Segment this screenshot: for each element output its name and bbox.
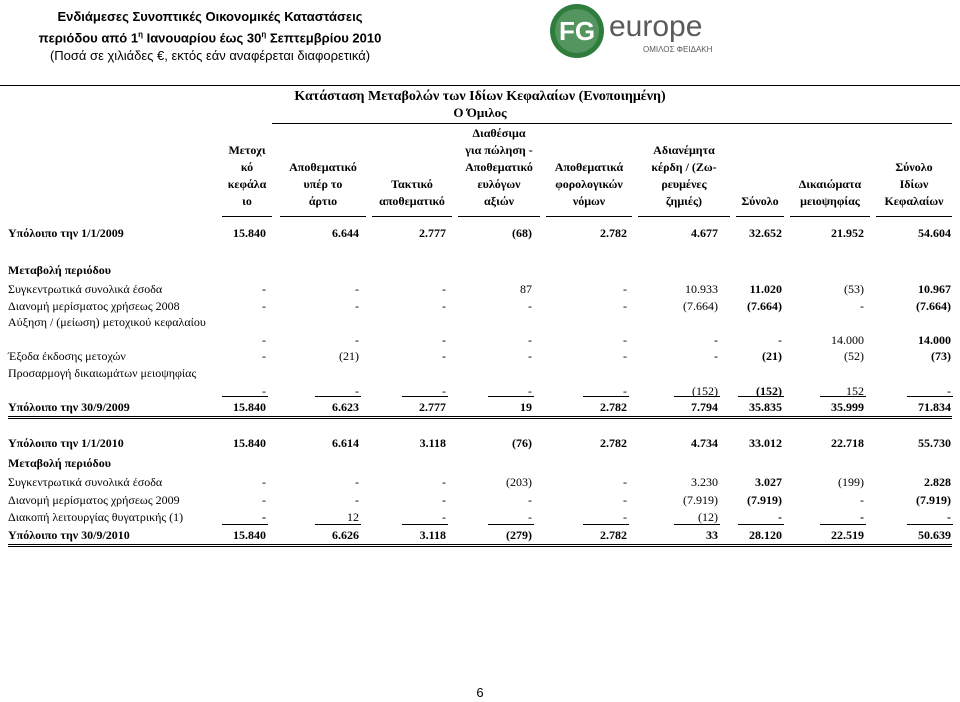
table-cell: - — [860, 510, 864, 524]
column-header-7 — [734, 124, 786, 210]
table-cell: 12 — [347, 510, 359, 524]
row-label: Υπόλοιπο την 1/1/2009 — [8, 226, 124, 240]
table-cell: - — [778, 333, 782, 347]
column-header-8 — [788, 124, 872, 210]
table-cell: 2.782 — [600, 400, 627, 414]
table-cell: - — [262, 333, 266, 347]
table-cell: 14.000 — [831, 333, 864, 347]
column-header-line: ιο — [242, 194, 252, 208]
column-header-line: υπέρ το — [303, 177, 343, 191]
table-row-minadj — [0, 365, 960, 399]
column-header-line: Ιδίων — [899, 177, 929, 191]
column-header-3 — [370, 124, 454, 210]
table-cell: (12) — [698, 510, 718, 524]
column-header-line: κέρδη / (Ζω- — [651, 160, 717, 174]
table-cell: - — [947, 510, 951, 524]
table-cell: 4.734 — [691, 436, 718, 450]
column-header-rule — [546, 216, 632, 217]
table-cell: 87 — [520, 282, 532, 296]
column-header-line: Δικαιώματα — [798, 177, 862, 191]
row-label: Συγκεντρωτικά συνολικά έσοδα — [8, 282, 163, 296]
table-cell: 2.782 — [600, 436, 627, 450]
table-cell: - — [860, 493, 864, 507]
column-header-9 — [874, 124, 954, 210]
row-label: Συγκεντρωτικά συνολικά έσοδα — [8, 475, 163, 489]
table-cell: 152 — [846, 384, 864, 398]
total-double-rule — [8, 544, 952, 547]
table-cell: 2.782 — [600, 226, 627, 240]
table-cell: 3.027 — [755, 475, 782, 489]
column-header-line: ευλόγων — [477, 177, 521, 191]
column-header-rule — [876, 216, 952, 217]
table-cell: 54.604 — [918, 226, 951, 240]
table-cell: - — [262, 299, 266, 313]
table-cell: 3.230 — [691, 475, 718, 489]
header-title: Ενδιάμεσες Συνοπτικές Οικονομικές Καταστάσεις — [57, 9, 363, 24]
table-cell: (152) — [756, 384, 782, 398]
table-cell: - — [262, 475, 266, 489]
table-cell: - — [355, 333, 359, 347]
table-cell: - — [355, 475, 359, 489]
subtotal-rule — [315, 524, 361, 525]
table-row-div2008 — [0, 297, 960, 315]
subtotal-rule — [222, 396, 268, 397]
column-header-rule — [736, 216, 784, 217]
column-header-6 — [636, 124, 732, 210]
table-cell: - — [623, 282, 627, 296]
subtotal-rule — [488, 396, 534, 397]
table-cell: - — [623, 299, 627, 313]
table-cell: (7.919) — [747, 493, 782, 507]
table-cell: 22.718 — [831, 436, 864, 450]
column-header-line: Αποθεματικά — [554, 160, 624, 174]
table-cell: 28.120 — [749, 528, 782, 542]
column-header-line: ρευμένες — [661, 177, 707, 191]
column-header-line: φορολογικών — [555, 177, 623, 191]
row-label: Διανομή μερίσματος χρήσεως 2008 — [8, 299, 180, 313]
table-cell: - — [947, 384, 951, 398]
row-label: Διακοπή λειτουργίας θυγατρικής (1) — [8, 510, 184, 524]
column-header-rule — [372, 216, 452, 217]
table-cell: - — [623, 510, 627, 524]
table-cell: - — [442, 299, 446, 313]
table-cell: - — [442, 384, 446, 398]
table-row-income2009 — [0, 280, 960, 298]
table-cell: (73) — [931, 349, 951, 363]
subtotal-rule — [222, 524, 268, 525]
row-label: Έξοδα έκδοσης μετοχών — [8, 349, 126, 363]
row-label: Διανομή μερίσματος χρήσεως 2009 — [8, 493, 180, 507]
table-cell: - — [442, 282, 446, 296]
table-cell: 33 — [706, 528, 718, 542]
statement-subtitle: Ο Όμιλος — [453, 105, 507, 120]
table-cell: - — [262, 493, 266, 507]
row-label: Υπόλοιπο την 1/1/2010 — [8, 436, 124, 450]
column-header-line: ζημιές) — [665, 194, 703, 208]
table-cell: 71.834 — [918, 400, 951, 414]
column-header-line: Αποθεματικό — [289, 160, 357, 174]
subtotal-rule — [583, 396, 629, 397]
table-cell: 2.777 — [419, 226, 446, 240]
table-cell: - — [262, 282, 266, 296]
table-cell: - — [714, 333, 718, 347]
column-header-4 — [456, 124, 542, 210]
subtotal-rule — [488, 524, 534, 525]
table-cell: 19 — [520, 400, 532, 414]
subtotal-rule — [907, 524, 953, 525]
subtotal-rule — [583, 524, 629, 525]
table-cell: 4.677 — [691, 226, 718, 240]
table-cell: 2.782 — [600, 528, 627, 542]
column-header-line: κεφάλα — [227, 177, 267, 191]
table-cell: - — [623, 493, 627, 507]
table-cell: (7.919) — [916, 493, 951, 507]
table-cell: - — [623, 475, 627, 489]
table-cell: - — [623, 333, 627, 347]
row-label: Προσαρμογή δικαιωμάτων μειοψηφίας — [8, 366, 197, 380]
table-cell: 22.519 — [831, 528, 864, 542]
table-cell: (53) — [844, 282, 864, 296]
table-row-open2009 — [0, 224, 960, 242]
table-row-capinc — [0, 314, 960, 348]
table-cell: 14.000 — [918, 333, 951, 347]
column-header-line: αξιών — [484, 194, 514, 208]
logo-name: europe — [609, 10, 703, 43]
table-cell: (152) — [692, 384, 718, 398]
table-cell: 6.614 — [332, 436, 359, 450]
table-cell: (52) — [844, 349, 864, 363]
table-cell: 3.118 — [419, 436, 446, 450]
table-cell: 11.020 — [749, 282, 782, 296]
table-cell: (68) — [512, 226, 532, 240]
column-header-1 — [220, 124, 274, 210]
column-header-rule — [790, 216, 870, 217]
table-cell: 10.933 — [685, 282, 718, 296]
table-cell: (7.919) — [683, 493, 718, 507]
column-header-rule — [458, 216, 540, 217]
subtotal-rule — [674, 524, 720, 525]
table-cell: - — [528, 493, 532, 507]
table-cell: 7.794 — [691, 400, 718, 414]
table-cell: 33.012 — [749, 436, 782, 450]
row-label: Αύξηση / (μείωση) μετοχικού κεφαλαίου — [8, 315, 206, 329]
table-cell: 6.644 — [332, 226, 359, 240]
column-header-line: μειοψηφίας — [800, 194, 860, 208]
subtotal-rule — [820, 524, 866, 525]
document-header — [0, 8, 420, 65]
table-cell: - — [442, 475, 446, 489]
table-cell: - — [355, 299, 359, 313]
subtotal-rule — [674, 396, 720, 397]
table-cell: - — [528, 384, 532, 398]
table-cell: (279) — [506, 528, 532, 542]
table-cell: (199) — [838, 475, 864, 489]
subtotal-rule — [738, 524, 784, 525]
table-cell: - — [355, 384, 359, 398]
table-row-issue — [0, 347, 960, 365]
table-row-close2010 — [0, 526, 960, 544]
table-cell: 2.777 — [419, 400, 446, 414]
row-label: Υπόλοιπο την 30/9/2009 — [8, 400, 130, 414]
page-number: 6 — [476, 685, 484, 700]
table-cell: - — [528, 333, 532, 347]
column-header-line: Τακτικό — [391, 177, 433, 191]
table-cell: 55.730 — [918, 436, 951, 450]
table-cell: 15.840 — [233, 528, 266, 542]
table-row-income2010 — [0, 473, 960, 491]
table-cell: - — [355, 282, 359, 296]
table-cell: 15.840 — [233, 400, 266, 414]
column-header-rule — [222, 216, 272, 217]
table-cell: 2.828 — [924, 475, 951, 489]
subtotal-rule — [820, 396, 866, 397]
top-rule — [0, 85, 960, 86]
table-cell: 35.999 — [831, 400, 864, 414]
table-cell: - — [262, 510, 266, 524]
table-cell: (7.664) — [747, 299, 782, 313]
table-cell: 32.652 — [749, 226, 782, 240]
row-label: Υπόλοιπο την 30/9/2010 — [8, 528, 130, 542]
table-cell: 6.626 — [332, 528, 359, 542]
fg-europe-logo — [547, 2, 717, 60]
header-currency-note: (Ποσά σε χιλιάδες €, εκτός εάν αναφέρεται διαφορετικά) — [49, 48, 371, 64]
table-cell: 35.835 — [749, 400, 782, 414]
column-header-line: Διαθέσιμα — [472, 126, 526, 140]
column-header-line: κό — [240, 160, 254, 174]
subtotal-rule — [907, 396, 953, 397]
table-cell: (21) — [339, 349, 359, 363]
column-header-line: Σύνολο — [741, 194, 779, 208]
table-cell: 15.840 — [233, 436, 266, 450]
table-cell: (7.664) — [916, 299, 951, 313]
subtotal-rule — [402, 396, 448, 397]
logo-tagline: ΟΜΙΛΟΣ ΦΕΙΔΑΚΗ — [643, 45, 713, 54]
column-header-rule — [280, 216, 366, 217]
header-period: περιόδου από $1^\eta$ Ιανουαρίου έως $30^\eta$ Σεπτεμβρίου 2010 — [38, 30, 382, 46]
column-header-5 — [544, 124, 634, 210]
column-header-line: αποθεματικό — [379, 194, 445, 208]
column-header-line: για πώληση - — [465, 143, 533, 157]
table-cell: - — [262, 349, 266, 363]
column-header-line: Σύνολο — [895, 160, 933, 174]
subtotal-rule — [738, 396, 784, 397]
table-row-close2009 — [0, 398, 960, 416]
section-label: Μεταβολή περιόδου — [8, 263, 112, 277]
table-cell: 10.967 — [918, 282, 951, 296]
table-cell: (21) — [762, 349, 782, 363]
table-cell: - — [623, 384, 627, 398]
table-row-discont — [0, 508, 960, 526]
table-cell: - — [442, 493, 446, 507]
section-label: Μεταβολή περιόδου — [8, 456, 112, 470]
column-header-2 — [278, 124, 368, 210]
table-cell: - — [528, 349, 532, 363]
column-header-line: άρτιο — [308, 194, 338, 208]
table-cell: (7.664) — [683, 299, 718, 313]
table-cell: - — [714, 349, 718, 363]
table-cell: - — [623, 349, 627, 363]
logo-brand: FG — [558, 16, 596, 46]
table-cell: (76) — [512, 436, 532, 450]
total-double-rule — [8, 416, 952, 419]
table-cell: - — [860, 299, 864, 313]
table-cell: - — [442, 333, 446, 347]
table-cell: 15.840 — [233, 226, 266, 240]
column-header-line: Αποθεματικό — [465, 160, 533, 174]
table-cell: - — [355, 493, 359, 507]
column-header-line: Κεφαλαίων — [884, 194, 944, 208]
statement-title: Κατάσταση Μεταβολών των Ιδίων Κεφαλαίων (Ενοποιημένη) — [294, 89, 666, 104]
column-header-rule — [638, 216, 730, 217]
table-cell: - — [262, 384, 266, 398]
table-cell: - — [778, 510, 782, 524]
column-header-line: νόμων — [572, 194, 606, 208]
table-cell: - — [442, 349, 446, 363]
table-cell: - — [528, 299, 532, 313]
table-cell: 3.118 — [419, 528, 446, 542]
table-cell: 50.639 — [918, 528, 951, 542]
table-cell: (203) — [506, 475, 532, 489]
table-cell: 21.952 — [831, 226, 864, 240]
table-row-open2010 — [0, 434, 960, 452]
subtotal-rule — [315, 396, 361, 397]
column-header-line: Μετοχι — [228, 143, 266, 157]
subtotal-rule — [402, 524, 448, 525]
table-row-div2009 — [0, 491, 960, 509]
table-cell: - — [442, 510, 446, 524]
column-header-line: Αδιανέμητα — [653, 143, 715, 157]
table-cell: - — [528, 510, 532, 524]
table-cell: 6.623 — [332, 400, 359, 414]
